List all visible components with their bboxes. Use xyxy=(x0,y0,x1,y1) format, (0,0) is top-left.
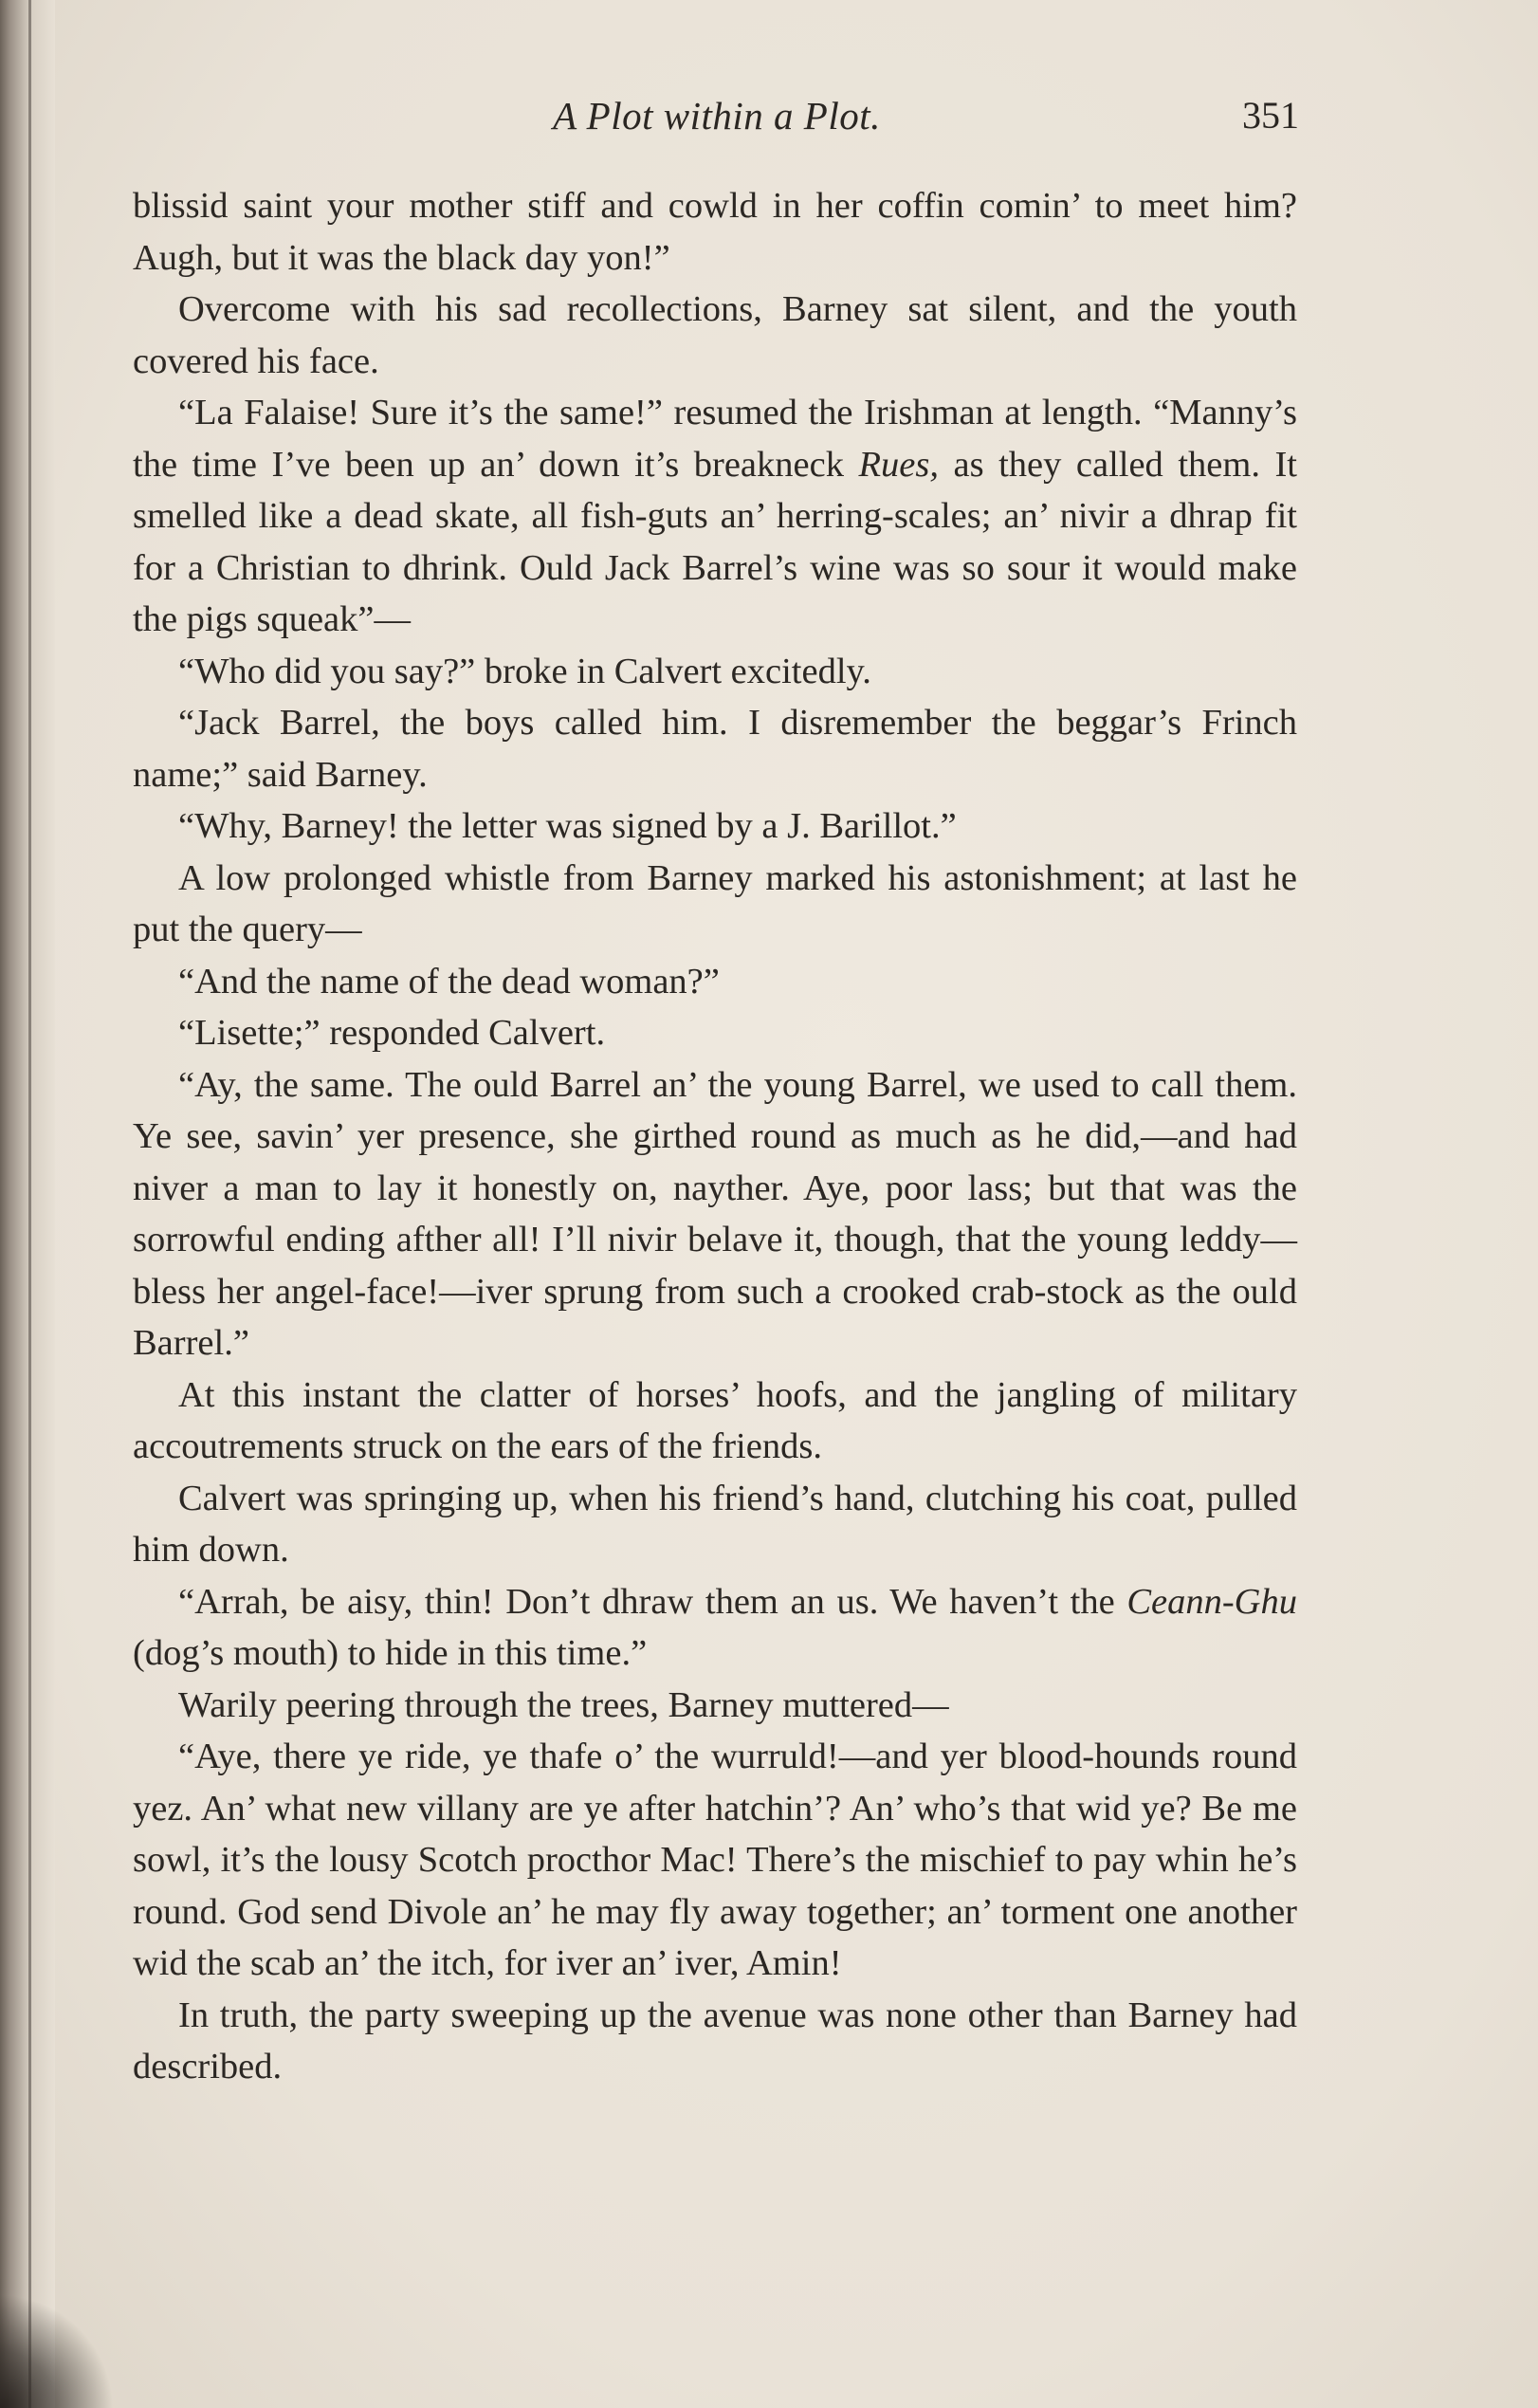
paragraph: A low prolonged whistle from Barney marked his astonishment; at last he put the query— xyxy=(133,857,1297,949)
paragraph: “Ay, the same. The ould Barrel an’ the young Barrel, we used to call them. Ye see, savin’ yer presence, she girthed round as much as he did,—and had niver a man to lay it honestly on, nayther. Aye, poor lass; but that was the sorrowful ending afther all! I’ll nivir belave it, though, that the young leddy—bless her angel-face!—iver sprung from such a crooked crab-stock as the ould Barrel.” xyxy=(133,1064,1297,1363)
paragraph: “And the name of the dead woman?” xyxy=(178,961,720,1002)
corner-shadow xyxy=(0,2294,114,2408)
body-text xyxy=(133,180,1297,2093)
paragraph: Overcome with his sad recollections, Barney sat silent, and the youth covered his face. xyxy=(133,289,1297,381)
paragraph: “Aye, there ye ride, ye thafe o’ the wurruld!—and yer blood-hounds round yez. An’ what new villany are ye after hatchin’? An’ who’s that wid ye? Be me sowl, it’s the lousy Scotch procthor Mac! There’s the mischief to pay whin he’s round. God send Divole an’ he may fly away together; an’ torment one another wid the scab an’ the itch, for iver an’ iver, Amin! xyxy=(133,1737,1297,1983)
paragraph: “La Falaise! Sure it’s the same!” resumed the Irishman at length. “Manny’s the time I’ve been up an’ down it’s breakneck Rues, as they called them. It smelled like a dead skate, all fish-guts an’ herring-scales; an’ nivir a dhrap fit for a Christian to dhrink. Ould Jack Barrel’s wine was so sour it would make the pigs squeak”— xyxy=(133,393,1297,639)
paragraph: “Arrah, be aisy, thin! Don’t dhraw them an us. We haven’t the Ceann-Ghu (dog’s mouth) to hide in this time.” xyxy=(133,1581,1297,1673)
italic-term: Rues, xyxy=(858,444,939,485)
running-title: A Plot within a Plot. xyxy=(553,94,881,138)
page-number: 351 xyxy=(1242,94,1299,137)
paragraph: “Lisette;” responded Calvert. xyxy=(178,1013,606,1053)
paragraph: “Jack Barrel, the boys called him. I disremember the beggar’s Frinch name;” said Barney. xyxy=(133,703,1297,795)
paragraph: At this instant the clatter of horses’ hoofs, and the jangling of military accoutrements struck on the ears of the friends. xyxy=(133,1374,1297,1466)
italic-term: Ceann-Ghu xyxy=(1126,1581,1297,1622)
paragraph: “Why, Barney! the letter was signed by a J. Barillot.” xyxy=(178,806,957,846)
paragraph: Warily peering through the trees, Barney muttered— xyxy=(178,1684,949,1725)
running-head xyxy=(133,93,1301,150)
paragraph: “Who did you say?” broke in Calvert excitedly. xyxy=(178,651,871,691)
paragraph: In truth, the party sweeping up the avenue was none other than Barney had described. xyxy=(133,1994,1297,2086)
paragraph: Calvert was springing up, when his friend’s hand, clutching his coat, pulled him down. xyxy=(133,1478,1297,1570)
gutter-edge xyxy=(28,0,31,2408)
book-gutter xyxy=(0,0,55,2408)
paragraph: blissid saint your mother stiff and cowld in her coffin comin’ to meet him? Augh, but it was the black day yon!” xyxy=(133,186,1297,278)
